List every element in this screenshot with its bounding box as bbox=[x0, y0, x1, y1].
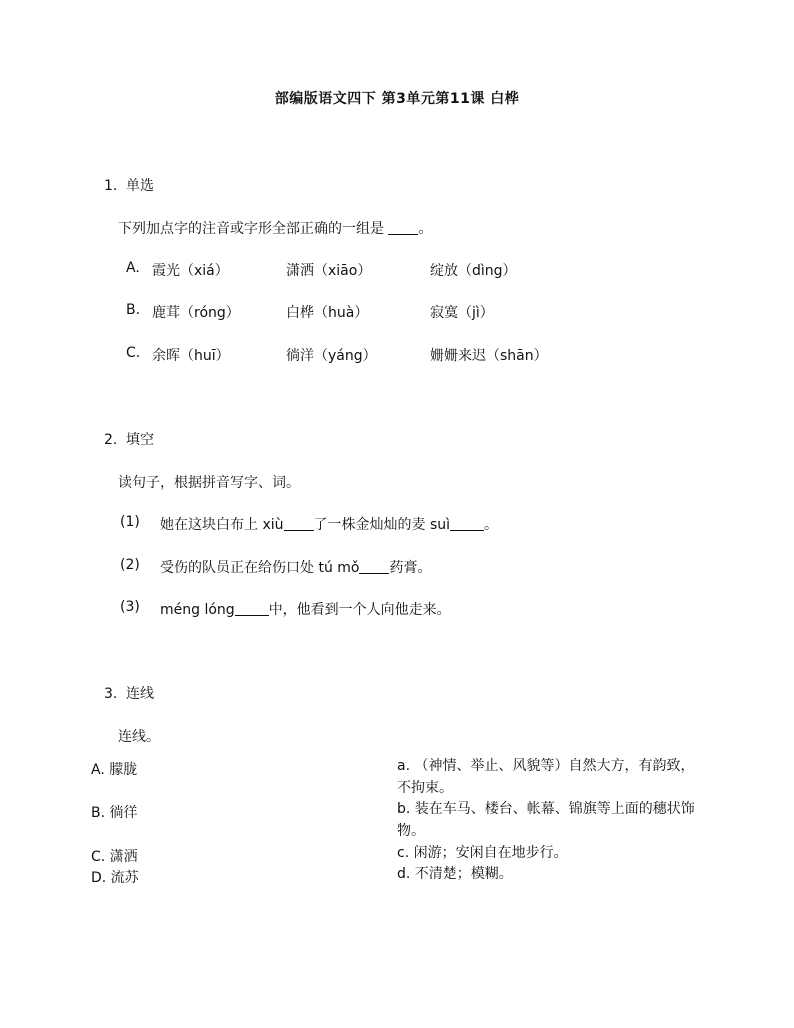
q3-right-item-a[interactable]: a. （神情、举止、风貌等）自然大方，有韵致，不拘束。 bbox=[397, 758, 695, 796]
q1-answer-blank[interactable] bbox=[388, 220, 418, 235]
q1-option-b-item-2: 白桦（huà） bbox=[286, 305, 369, 321]
q1-option-a-label: A. bbox=[126, 260, 140, 276]
q1-heading bbox=[104, 175, 154, 195]
q2-item-1-blank-1[interactable] bbox=[284, 516, 314, 531]
q1-option-b-label: B. bbox=[126, 302, 141, 318]
q3-left-item-a[interactable]: A. 朦胧 bbox=[91, 762, 138, 778]
q1-option-a-item-3: 绽放（dìng） bbox=[430, 263, 517, 279]
q1-option-c-item-3: 姗姗来迟（shān） bbox=[430, 348, 548, 364]
q1-option-b-item-1: 鹿茸（róng） bbox=[152, 305, 240, 321]
q2-prompt: 读句子，根据拼音写字、词。 bbox=[118, 475, 300, 491]
page-title: 部编版语文四下 第3单元第11课 白桦 bbox=[274, 91, 520, 107]
q2-type: 填空 bbox=[126, 432, 154, 448]
q1-option-a-item-1: 霞光（xiá） bbox=[152, 263, 229, 279]
q2-item-2-blank[interactable] bbox=[359, 559, 389, 574]
q1-prompt-end: 。 bbox=[418, 221, 433, 237]
q3-right-item-d[interactable]: d. 不清楚；模糊。 bbox=[397, 866, 513, 882]
q2-item-3-index: (3) bbox=[120, 599, 140, 615]
q2-item-3-part-2: 中，他看到一个人向他走来。 bbox=[268, 602, 451, 618]
q2-number: 2. bbox=[104, 432, 118, 448]
q2-heading bbox=[104, 429, 154, 449]
q3-left-item-b[interactable]: B. 徜徉 bbox=[91, 805, 138, 821]
q2-item-2-part-2: 药膏。 bbox=[389, 560, 432, 576]
q2-item-3 bbox=[160, 599, 451, 619]
q2-item-2-part-1: 受伤的队员正在给伤口处 tú mǒ bbox=[160, 560, 360, 576]
q2-item-1-blank-2[interactable] bbox=[450, 516, 484, 531]
q1-option-c-item-2: 徜洋（yáng） bbox=[286, 348, 377, 364]
q2-item-1-part-1: 她在这块白布上 xiù bbox=[160, 517, 284, 533]
q1-option-c-item-1: 余晖（huī） bbox=[152, 348, 230, 364]
q3-right-item-c[interactable]: c. 闲游；安闲自在地步行。 bbox=[397, 845, 568, 861]
q2-item-1-part-3: 。 bbox=[484, 517, 499, 533]
q1-option-a-item-2: 潇洒（xiāo） bbox=[286, 263, 372, 279]
q2-item-1 bbox=[160, 514, 498, 534]
q2-item-1-index: (1) bbox=[120, 514, 140, 530]
q3-left-item-d[interactable]: D. 流苏 bbox=[91, 870, 139, 886]
q2-item-2-index: (2) bbox=[120, 557, 140, 573]
q1-type: 单选 bbox=[126, 178, 154, 194]
q2-item-2 bbox=[160, 557, 431, 577]
q3-number: 3. bbox=[104, 686, 118, 702]
q3-prompt: 连线。 bbox=[118, 729, 160, 745]
q2-item-3-blank[interactable] bbox=[235, 601, 269, 616]
q1-option-c-label: C. bbox=[126, 345, 141, 361]
q3-type: 连线 bbox=[126, 686, 154, 702]
q1-option-b-item-3: 寂寞（jì） bbox=[430, 305, 494, 321]
q1-number: 1. bbox=[104, 178, 118, 194]
q2-item-3-part-1: méng lóng bbox=[160, 602, 235, 618]
q3-right-item-b[interactable]: b. 装在车马、楼台、帐幕、锦旗等上面的穗状饰物。 bbox=[397, 801, 695, 839]
q3-left-item-c[interactable]: C. 潇洒 bbox=[91, 849, 138, 865]
q2-item-1-part-2: 了一株金灿灿的麦 suì bbox=[313, 517, 451, 533]
q3-heading bbox=[104, 683, 154, 703]
q1-prompt bbox=[118, 218, 432, 238]
q1-prompt-text: 下列加点字的注音或字形全部正确的一组是 bbox=[118, 221, 389, 237]
